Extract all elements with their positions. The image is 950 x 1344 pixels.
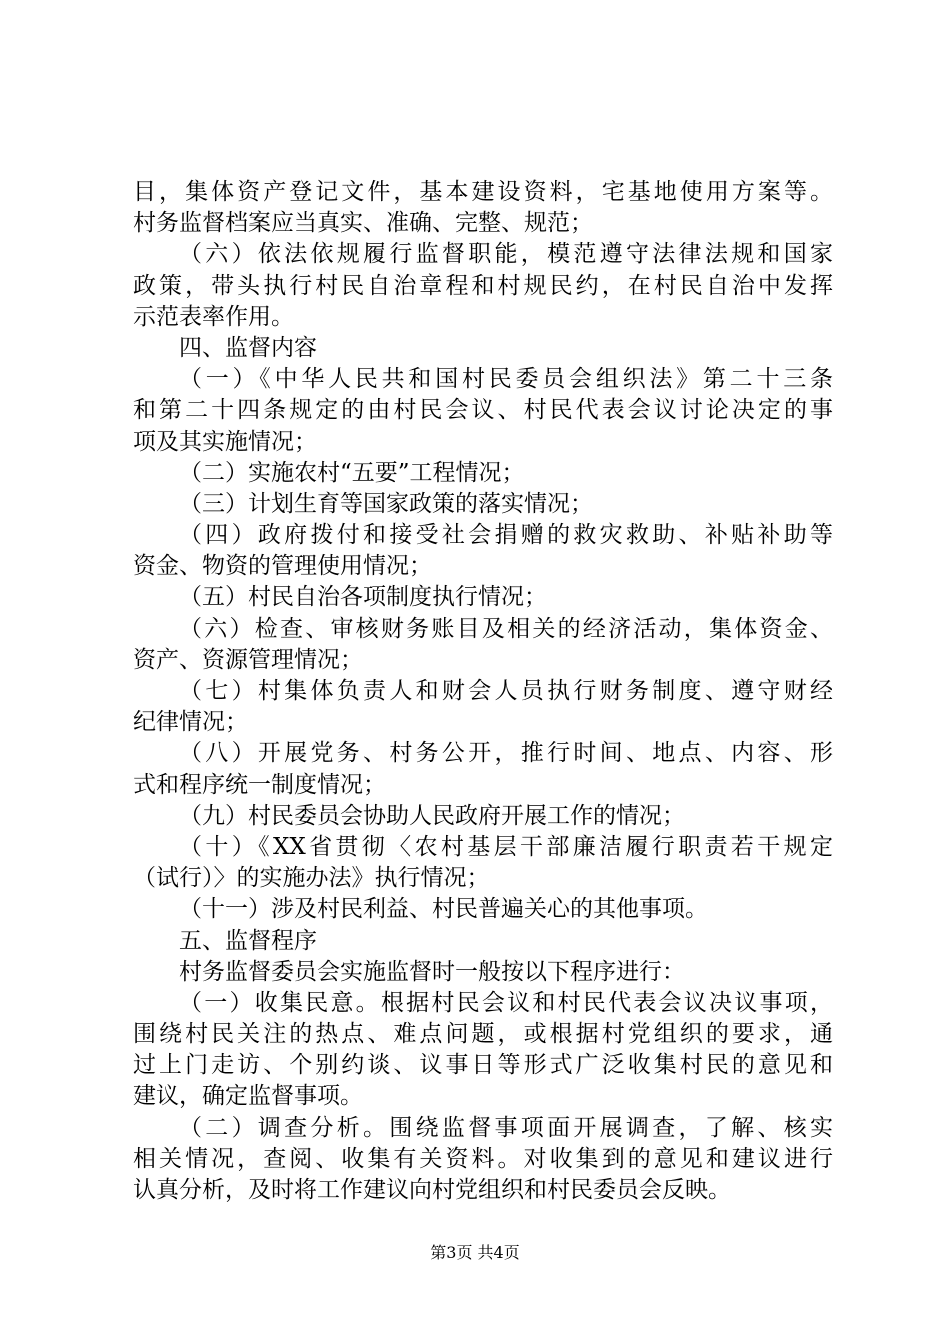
text-line: （九）村民委员会协助人民政府开展工作的情况； (179, 802, 685, 829)
text-line: 和第二十四条规定的由村民会议、村民代表会议讨论决定的事 (133, 397, 833, 424)
text-line: 建议，确定监督事项。 (133, 1083, 363, 1110)
document-body (133, 177, 833, 1206)
text-line: 政策，带头执行村民自治章程和村规民约，在村民自治中发挥 (133, 272, 833, 299)
text-line: （七）村集体负责人和财会人员执行财务制度、遵守财经 (179, 678, 833, 704)
text-line: （八）开展党务、村务公开，推行时间、地点、内容、形 (179, 740, 833, 767)
text-line: 示范表率作用。 (133, 303, 294, 330)
text-line: 认真分析，及时将工作建议向村党组织和村民委员会反映。 (133, 1177, 731, 1203)
text-line: 过上门走访、个别约谈、议事日等形式广泛收集村民的意见和 (133, 1052, 833, 1079)
text-line: （三）计划生育等国家政策的落实情况； (179, 490, 593, 517)
text-line: 资金、物资的管理使用情况； (133, 553, 432, 580)
text-line: （六）检查、审核财务账目及相关的经济活动，集体资金、 (179, 615, 833, 642)
text-line: （十一）涉及村民利益、村民普遍关心的其他事项。 (179, 896, 708, 923)
text-line: （五）村民自治各项制度执行情况； (179, 584, 547, 611)
text-line: 项及其实施情况； (133, 428, 317, 455)
section-heading: 五、监督程序 (179, 927, 317, 954)
text-line: 纪律情况； (133, 709, 248, 736)
page-number: 第3页 共4页 (430, 1243, 520, 1262)
text-line: 村务监督委员会实施监督时一般按以下程序进行： (179, 958, 685, 985)
text-line: （试行）〉的实施办法》执行情况； (133, 865, 490, 892)
text-line: 围绕村民关注的热点、难点问题，或根据村党组织的要求，通 (133, 1021, 833, 1048)
text-line: （一）收集民意。根据村民会议和村民代表会议决议事项， (179, 989, 833, 1016)
section-heading: 四、监督内容 (179, 334, 317, 361)
text-line: （十）《XX省贯彻〈农村基层干部廉洁履行职责若干规定 (179, 833, 833, 860)
text-line: 相关情况，查阅、收集有关资料。对收集到的意见和建议进行 (133, 1145, 833, 1172)
text-line: 资产、资源管理情况； (133, 646, 363, 673)
text-line: （一）《中华人民共和国村民委员会组织法》第二十三条 (179, 366, 833, 393)
text-line: （二）实施农村“五要”工程情况； (179, 459, 525, 486)
text-line: （二）调查分析。围绕监督事项面开展调查，了解、核实 (179, 1114, 833, 1141)
text-line: （六）依法依规履行监督职能，模范遵守法律法规和国家 (179, 241, 833, 268)
text-line: 村务监督档案应当真实、准确、完整、规范； (133, 210, 593, 237)
text-line: 式和程序统一制度情况； (133, 771, 386, 798)
text-line: 目，集体资产登记文件，基本建设资料，宅基地使用方案等。 (133, 179, 833, 205)
text-line: （四）政府拨付和接受社会捐赠的救灾救助、补贴补助等 (179, 522, 833, 549)
